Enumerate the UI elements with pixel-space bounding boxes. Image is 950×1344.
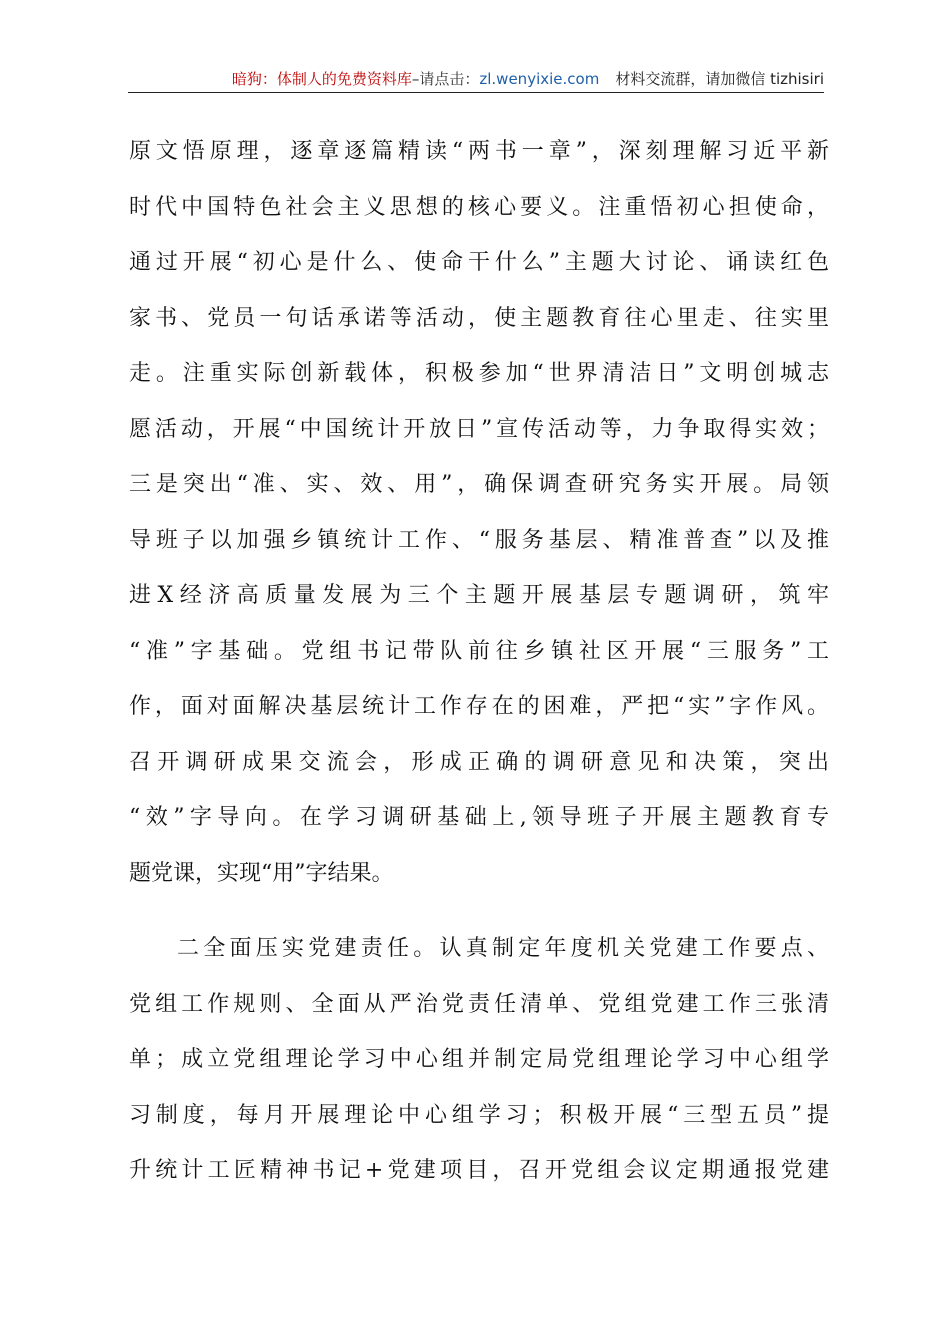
paragraph-line: 进X经济高质量发展为三个主题开展基层专题调研，筑牢 — [129, 583, 829, 608]
paragraph-spacer — [129, 901, 829, 921]
paragraph-line: 题党课，实现“用”字结果。 — [129, 860, 394, 886]
paragraph-line: 三是突出“准、实、效、用”，确保调查研究务实开展。局领 — [129, 472, 829, 497]
paragraph-line: 走。注重实际创新载体，积极参加“世界清洁日”文明创城志 — [129, 361, 829, 386]
paragraph-line: 家书、党员一句话承诺等活动，使主题教育往心里走、往实里 — [129, 305, 829, 331]
paragraph-line: 作，面对面解决基层统计工作存在的困难，严把“实”字作风。 — [129, 694, 829, 719]
paragraph-line: 导班子以加强乡镇统计工作、“服务基层、精准普查”以及推 — [129, 527, 829, 553]
paragraph-line: 时代中国特色社会主义思想的核心要义。注重悟初心担使命， — [129, 194, 829, 220]
header-prompt: –请点击： — [411, 70, 480, 88]
paragraph-line: “准”字基础。党组书记带队前往乡镇社区开展“三服务”工 — [129, 638, 829, 664]
header-brand: 暗狗：体制人的免费资料库 — [231, 70, 412, 88]
paragraph-1 — [129, 124, 829, 901]
document-body — [129, 124, 829, 1199]
paragraph-line: 通过开展“初心是什么、使命干什么”主题大讨论、诵读红色 — [129, 250, 829, 275]
paragraph-line: 愿活动，开展“中国统计开放日”宣传活动等，力争取得实效； — [129, 416, 829, 442]
paragraph-line: 单；成立党组理论学习中心组并制定局党组理论学习中心组学 — [129, 1047, 829, 1072]
paragraph-line: 习制度，每月开展理论中心组学习；积极开展“三型五员”提 — [129, 1102, 829, 1128]
page-header — [128, 68, 824, 93]
paragraph-line: 召开调研成果交流会，形成正确的调研意见和决策，突出 — [129, 749, 829, 775]
header-link[interactable]: zl.wenyixie.com — [479, 70, 600, 88]
paragraph-line: “效”字导向。在学习调研基础上,领导班子开展主题教育专 — [129, 805, 829, 830]
paragraph-2 — [129, 921, 829, 1199]
paragraph-line: 原文悟原理，逐章逐篇精读“两书一章”，深刻理解习近平新 — [129, 139, 829, 164]
paragraph-line: 升统计工匠精神书记+党建项目，召开党组会议定期通报党建 — [129, 1158, 829, 1183]
header-contact: 材料交流群，请加微信 tizhisiri — [615, 70, 824, 88]
paragraph-line: 党组工作规则、全面从严治党责任清单、党组党建工作三张清 — [129, 991, 829, 1017]
paragraph-line: 二全面压实党建责任。认真制定年度机关党建工作要点、 — [177, 936, 829, 961]
